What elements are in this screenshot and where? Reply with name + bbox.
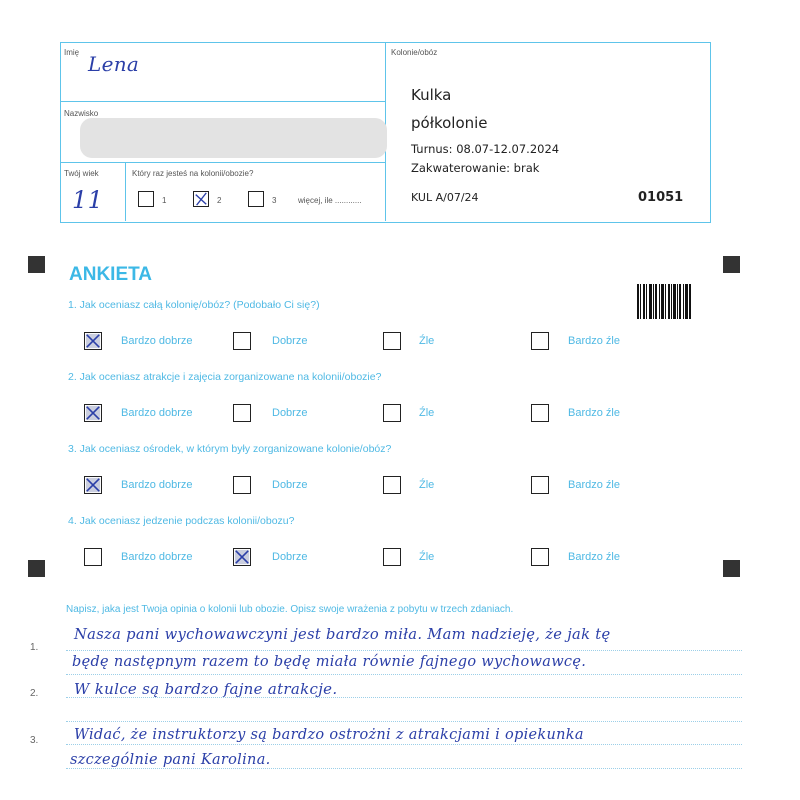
question-3-option-3-checkbox[interactable] (383, 476, 401, 494)
question-3-option-4-checkbox[interactable] (531, 476, 549, 494)
line-number-2: 2. (30, 688, 39, 699)
check-mark-icon (234, 549, 250, 565)
opinion-line-1b[interactable]: będę następnym razem to będę miała równie fajnego wychowawcę. (72, 654, 587, 670)
question-2-option-2-label: Dobrze (272, 407, 308, 419)
form-number: 01051 (638, 190, 684, 205)
opinion-line-1a[interactable]: Nasza pani wychowawczyni jest bardzo miła. Mam nadzieję, że jak tę (74, 625, 611, 643)
question-4-option-4-label: Bardzo źle (568, 551, 620, 563)
question-4-option-3-checkbox[interactable] (383, 548, 401, 566)
imie-label: Imię (64, 48, 80, 57)
visit-option-2-checkbox[interactable] (193, 191, 209, 207)
question-4-option-2-checkbox[interactable] (233, 548, 251, 566)
visit-option-3-label: 3 (272, 196, 277, 205)
wiek-label: Twój wiek (64, 169, 99, 178)
question-2-option-1-checkbox[interactable] (84, 404, 102, 422)
question-1-option-4-checkbox[interactable] (531, 332, 549, 350)
opinion-line-3a[interactable]: Widać, że instruktorzy są bardzo ostrożni z atrakcjami i opiekunka (74, 727, 584, 743)
registration-mark-br (723, 560, 740, 577)
check-mark-icon (85, 477, 101, 493)
nazwisko-label: Nazwisko (64, 109, 99, 118)
question-2-option-4-checkbox[interactable] (531, 404, 549, 422)
question-1-option-1-label: Bardzo dobrze (121, 335, 193, 347)
line-number-3: 3. (30, 735, 39, 746)
registration-mark-tl (28, 256, 45, 273)
question-3-option-4-label: Bardzo źle (568, 479, 620, 491)
opinion-prompt: Napisz, jaka jest Twoja opinia o kolonii lub obozie. Opisz swoje wrażenia z pobytu w trzech zdaniach. (66, 604, 514, 615)
visit-more-label: więcej, ile ............ (298, 196, 362, 205)
barcode-icon (637, 284, 692, 319)
question-1-option-4-label: Bardzo źle (568, 335, 620, 347)
visit-option-2-label: 2 (217, 196, 222, 205)
question-3-text: 3. Jak oceniasz ośrodek, w którym były zorganizowane kolonie/obóz? (68, 443, 392, 455)
question-2-option-4-label: Bardzo źle (568, 407, 620, 419)
registration-mark-tr (723, 256, 740, 273)
question-2-option-1-label: Bardzo dobrze (121, 407, 193, 419)
question-3-option-1-checkbox[interactable] (84, 476, 102, 494)
question-3-option-3-label: Źle (419, 479, 435, 491)
turnus: Turnus: 08.07-12.07.2024 (411, 142, 560, 156)
ktory-raz-label: Który raz jesteś na kolonii/obozie? (132, 169, 254, 178)
question-2-option-3-checkbox[interactable] (383, 404, 401, 422)
check-mark-icon (194, 192, 208, 206)
question-4-option-3-label: Źle (419, 551, 435, 563)
survey-title: ANKIETA (69, 264, 153, 285)
redacted-surname (80, 118, 387, 158)
visit-option-3-checkbox[interactable] (248, 191, 264, 207)
question-4-option-4-checkbox[interactable] (531, 548, 549, 566)
opinion-line-2[interactable]: W kulce są bardzo fajne atrakcje. (74, 680, 338, 698)
check-mark-icon (85, 405, 101, 421)
question-1-text: 1. Jak oceniasz całą kolonię/obóz? (Podobało Ci się?) (68, 299, 320, 311)
wiek-value[interactable]: 11 (72, 186, 104, 214)
camp-name: Kulka (411, 86, 452, 104)
question-2-option-2-checkbox[interactable] (233, 404, 251, 422)
camp-type: półkolonie (411, 114, 488, 132)
question-4-option-1-label: Bardzo dobrze (121, 551, 193, 563)
question-1-option-1-checkbox[interactable] (84, 332, 102, 350)
zakwaterowanie: Zakwaterowanie: brak (411, 161, 540, 175)
question-4-text: 4. Jak oceniasz jedzenie podczas kolonii/obozu? (68, 515, 295, 527)
visit-option-1-label: 1 (162, 196, 167, 205)
imie-value[interactable]: Lena (88, 52, 140, 76)
question-1-option-2-checkbox[interactable] (233, 332, 251, 350)
line-number-1: 1. (30, 642, 39, 653)
question-1-option-2-label: Dobrze (272, 335, 308, 347)
question-3-option-2-label: Dobrze (272, 479, 308, 491)
question-3-option-1-label: Bardzo dobrze (121, 479, 193, 491)
question-4-option-1-checkbox[interactable] (84, 548, 102, 566)
question-1-option-3-checkbox[interactable] (383, 332, 401, 350)
opinion-line-3b[interactable]: szczególnie pani Karolina. (70, 752, 271, 768)
visit-option-1-checkbox[interactable] (138, 191, 154, 207)
question-2-option-3-label: Źle (419, 407, 435, 419)
kolonie-label: Kolonie/obóz (391, 48, 438, 57)
question-2-text: 2. Jak oceniasz atrakcje i zajęcia zorganizowane na kolonii/obozie? (68, 371, 382, 383)
registration-mark-bl (28, 560, 45, 577)
question-4-option-2-label: Dobrze (272, 551, 308, 563)
question-3-option-2-checkbox[interactable] (233, 476, 251, 494)
question-1-option-3-label: Źle (419, 335, 435, 347)
camp-code: KUL A/07/24 (411, 191, 479, 204)
check-mark-icon (85, 333, 101, 349)
